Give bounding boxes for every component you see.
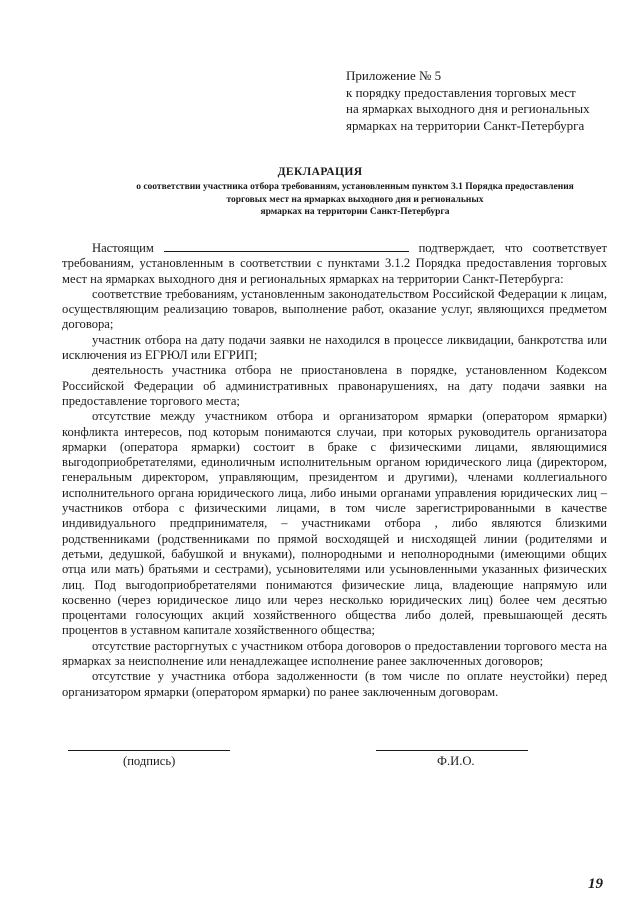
intro-start: Настоящим xyxy=(92,241,154,255)
full-name-label: Ф.И.О. xyxy=(437,754,475,768)
declaration-body xyxy=(62,240,607,700)
document-title: ДЕКЛАРАЦИЯ xyxy=(277,166,363,178)
paragraph-terminated-contracts: отсутствие расторгнутых с участником отбора договоров о предоставлении торгового места на ярмарках за неисполнение или ненадлежащее исполнение ранее заключенных договоров; xyxy=(62,638,607,669)
appendix-line-4: ярмарках на территории Санкт-Петербурга xyxy=(346,117,585,133)
signature-line xyxy=(68,750,230,751)
appendix-line-1: Приложение № 5 xyxy=(346,68,442,83)
paragraph-conflict-of-interest: отсутствие между участником отбора и организатором ярмарки (оператором ярмарки) конфликта интересов, под которым понимаются случаи, при которых руководитель организатора ярмарки (оператора ярмарки) состоит в браке с физическими лицами, являющимися выгодоприобретателями, единоличным исполнительным органом юридического лица (директором, генеральным директором, управляющим, президентом и другими), членами коллегиального исполнительного органа юридического лица, либо иными органами управления юридических лиц – участников отбора с физическими лицами, в том числе зарегистрированными в качестве индивидуального предпринимателя, – участниками отбора , либо являются близкими родственниками (родственниками по прямой восходящей и нисходящей линии (родителями и детьми, дедушкой, бабушкой и внуками), полнородными и неполнородными (имеющими общих отца или мать) братьями и сестрами), усыновителями или усыновленными указанных физических лиц. Под выгодоприобретателями понимаются физические лица, владеющие напрямую или косвенно (через юридическое лицо или через несколько юридических лиц) более чем десятью процентами голосующих акций хозяйственного общества либо долей, превышающей десять процентов в уставном капитале хозяйственного общества; xyxy=(62,409,607,638)
subtitle-line-3: ярмарках на территории Санкт-Петербурга xyxy=(260,207,450,217)
paragraph-liquidation: участник отбора на дату подачи заявки не находился в процессе ликвидации, банкротства или исключения из ЕГРЮЛ или ЕГРИП; xyxy=(62,332,607,363)
handwritten-page-number: 19 xyxy=(588,876,603,892)
appendix-header xyxy=(346,68,590,134)
paragraph-intro xyxy=(62,240,607,287)
paragraph-debt: отсутствие у участника отбора задолженности (в том числе по оплате неустойки) перед организатором ярмарки (оператором ярмарки) по ранее заключенным договорам. xyxy=(62,669,607,699)
document-subtitle xyxy=(90,181,620,219)
subtitle-line-2: торговых мест на ярмарках выходного дня и региональных xyxy=(226,194,484,205)
subtitle-line-1: о соответствии участника отбора требованиям, установленным пунктом 3.1 Порядка предоставления xyxy=(136,182,574,192)
name-blank-line xyxy=(164,240,409,252)
appendix-line-2: к порядку предоставления торговых мест xyxy=(346,84,576,100)
paragraph-suspension: деятельность участника отбора не приостановлена в порядке, установленном Кодексом Российской Федерации об административных правонарушениях, на дату подачи заявки на предоставление торгового места; xyxy=(62,363,607,408)
intro-end: подтверждает, что соответствует требованиям, установленным в соответствии с пунктами 3.1.2 Порядка предоставления торговых мест на ярмарках выходного дня и региональных ярмарках на территории Санкт-Петербурга: xyxy=(62,241,608,286)
paragraph-requirements: соответствие требованиям, установленным законодательством Российской Федерации к лицам, осуществляющим реализацию товаров, выполнение работ, оказание услуг, являющихся предметом договора; xyxy=(62,286,607,332)
appendix-line-3: на ярмарках выходного дня и региональных xyxy=(346,101,590,116)
signature-label: (подпись) xyxy=(123,754,176,768)
full-name-line xyxy=(376,750,528,751)
